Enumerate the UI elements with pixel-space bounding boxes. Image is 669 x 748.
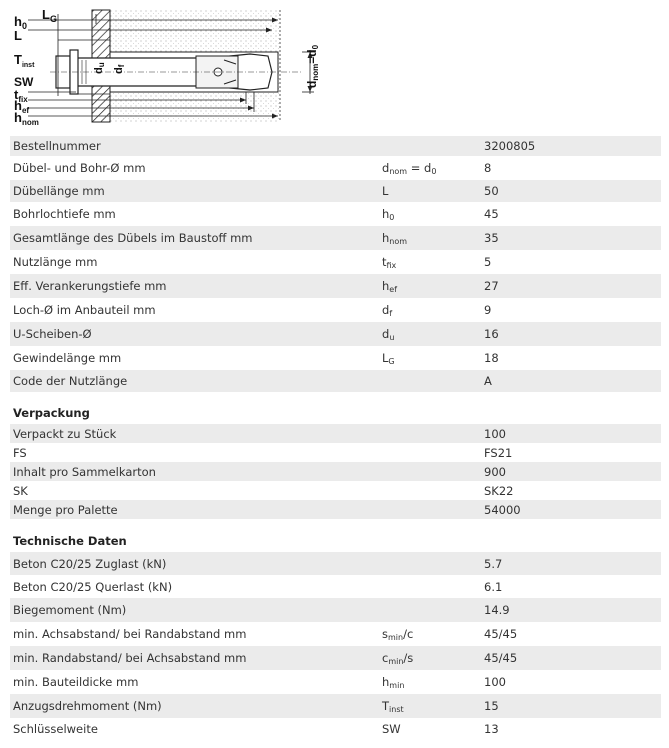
table-row (10, 370, 661, 392)
spec-table (10, 136, 661, 740)
row-symbol: $d_u$ (382, 326, 395, 342)
row-value: 8 (484, 161, 492, 175)
label-du: du (93, 62, 106, 74)
row-label: Menge pro Palette (13, 502, 118, 517)
row-symbol: $T_{inst}$ (382, 698, 404, 714)
table-row (10, 575, 661, 598)
section-heading-packaging: Verpackung (13, 406, 90, 420)
table-row (10, 424, 661, 443)
row-label: Loch-Ø im Anbauteil mm (13, 303, 156, 317)
label-hef: $h_{ef}$ (14, 98, 30, 115)
row-value: 45 (484, 207, 499, 221)
table-row (10, 500, 661, 519)
anchor-drawing (10, 0, 326, 130)
spec-group-main (10, 136, 661, 392)
row-symbol: $c_{min}/s$ (382, 650, 414, 666)
row-label: Dübel- und Bohr-Ø mm (13, 161, 146, 175)
row-value: 35 (484, 231, 499, 245)
table-row (10, 646, 661, 670)
row-value: 45/45 (484, 651, 518, 665)
table-row (10, 180, 661, 202)
label-Tinst: $T_{inst}$ (14, 52, 35, 69)
row-symbol: L (382, 183, 389, 198)
row-value: 54000 (484, 502, 521, 517)
label-L: L (14, 28, 22, 43)
row-symbol: $h_{ef}$ (382, 278, 398, 294)
row-label: Verpackt zu Stück (13, 426, 117, 441)
table-row (10, 136, 661, 156)
table-row (10, 156, 661, 180)
table-row (10, 718, 661, 740)
row-label: Anzugsdrehmoment (Nm) (13, 699, 162, 713)
row-label: Dübellänge mm (13, 184, 105, 198)
label-SW: SW (14, 75, 34, 89)
spec-group-technical (10, 552, 661, 740)
row-label: U-Scheiben-Ø (13, 327, 92, 341)
table-row (10, 202, 661, 226)
row-symbol: $h_{nom}$ (382, 230, 408, 246)
row-symbol: $t_{fix}$ (382, 254, 397, 270)
row-value: 900 (484, 464, 506, 479)
table-row (10, 670, 661, 694)
table-row (10, 462, 661, 481)
row-value: 50 (484, 184, 499, 198)
table-row (10, 694, 661, 718)
row-label: Beton C20/25 Querlast (kN) (13, 579, 173, 594)
row-value: 100 (484, 675, 506, 689)
label-h0: $h_0$ (14, 14, 27, 31)
row-label: SK (13, 483, 28, 498)
row-value: 14.9 (484, 603, 510, 617)
row-symbol: $h_0$ (382, 206, 395, 222)
row-label: Beton C20/25 Zuglast (kN) (13, 556, 167, 571)
row-label: Schlüsselweite (13, 722, 98, 736)
table-row (10, 322, 661, 346)
table-row (10, 622, 661, 646)
table-row (10, 598, 661, 622)
label-tfix: $t_{fix}$ (14, 87, 28, 104)
table-row (10, 274, 661, 298)
row-value: 5 (484, 255, 492, 269)
row-label: min. Achsabstand/ bei Randabstand mm (13, 627, 247, 641)
row-symbol: $h_{min}$ (382, 674, 405, 690)
table-row (10, 443, 661, 462)
row-label: Bohrlochtiefe mm (13, 207, 116, 221)
spec-group-packaging (10, 424, 661, 519)
row-value: 15 (484, 699, 499, 713)
row-label: Inhalt pro Sammelkarton (13, 464, 156, 479)
row-value: A (484, 374, 492, 388)
row-value: 5.7 (484, 556, 503, 571)
row-value: 13 (484, 722, 499, 736)
row-label: min. Randabstand/ bei Achsabstand mm (13, 651, 247, 665)
section-heading-technical: Technische Daten (13, 534, 127, 548)
row-label: Eff. Verankerungstiefe mm (13, 279, 167, 293)
row-value: 100 (484, 426, 506, 441)
label-LG: $L_G$ (42, 7, 57, 24)
label-hnom: $h_{nom}$ (14, 110, 39, 127)
table-row (10, 250, 661, 274)
row-value: 9 (484, 303, 492, 317)
table-row (10, 346, 661, 370)
row-value: FS21 (484, 445, 513, 460)
row-value: 45/45 (484, 627, 518, 641)
row-symbol: $d_{nom} = d_0$ (382, 160, 437, 176)
row-label: Gesamtlänge des Dübels im Baustoff mm (13, 231, 253, 245)
row-label: FS (13, 445, 27, 460)
label-df: df (113, 64, 126, 74)
label-dnom-d0: dnom=d0 (305, 44, 320, 88)
table-row (10, 481, 661, 500)
row-symbol: $d_f$ (382, 302, 393, 318)
row-label: Gewindelänge mm (13, 351, 122, 365)
row-label: Bestellnummer (13, 139, 101, 153)
row-label: min. Bauteildicke mm (13, 675, 139, 689)
row-symbol: SW (382, 721, 401, 736)
row-symbol: $L_G$ (382, 350, 395, 366)
row-value: 27 (484, 279, 499, 293)
row-value: 16 (484, 327, 499, 341)
table-row (10, 226, 661, 250)
table-row (10, 298, 661, 322)
row-label: Code der Nutzlänge (13, 374, 128, 388)
row-value: 3200805 (484, 139, 536, 153)
row-label: Biegemoment (Nm) (13, 603, 127, 617)
row-value: 18 (484, 351, 499, 365)
row-value: SK22 (484, 483, 514, 498)
row-symbol: $s_{min}/c$ (382, 626, 414, 642)
row-value: 6.1 (484, 579, 503, 594)
table-row (10, 552, 661, 575)
row-label: Nutzlänge mm (13, 255, 98, 269)
